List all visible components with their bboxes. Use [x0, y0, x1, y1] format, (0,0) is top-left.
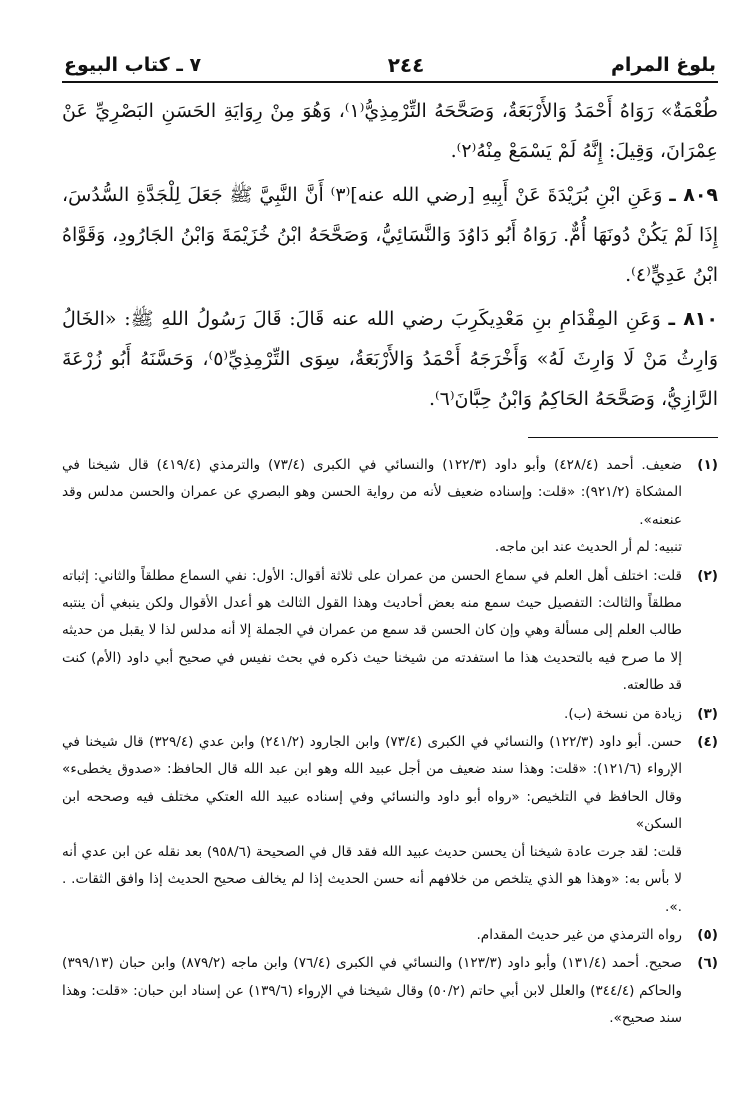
footnote-text: ضعيف. أحمد (٤٢٨/٤) وأبو داود (١٢٢/٣) والنسائي في الكبرى (٧٣/٤) والترمذي (٤١٩/٤) قال شيخنا في المشكاة (٩٢١/٢): «قلت: وإسناده ضعيف لأنه من رواية الحسن وهو البصري عن عمران والحسن مدلس وقد عنعنه». [62, 457, 683, 528]
book-title: بلوغ المرام [610, 54, 716, 76]
footnote-label: (٥) [697, 926, 718, 943]
book-page [62, 52, 718, 1033]
footnote-text: حسن. أبو داود (١٢٢/٣) والنسائي في الكبرى (٧٣/٤) وابن الجارود (٢٤١/٢) وابن عدي (٣٢٩/٤) قال شيخنا في الإرواء (١٢١/٦): «قلت: وهذا سند ضعيف من أجل عبيد الله وهو ابن عبد الله قال الحافظ: «صدوق يخطىء» وقال الحافظ في التلخيص: «رواه أبو داود والنسائي وفي إسناده عبيد الله العتكي مختلف فيه وصححه ابن السكن» [62, 734, 683, 833]
footnote-label: (٢) [697, 567, 718, 584]
footnote-6 [62, 950, 718, 1032]
hadith-810-number: ٨١٠ ـ [668, 308, 718, 330]
paragraph-continuation: طُعْمَةٌ» رَوَاهُ أَحْمَدُ وَالأَرْبَعَةُ، وَصَحَّحَهُ التِّرْمِذِيُّ⁽١⁾، وَهُوَ مِنْ رِوَايَةِ الحَسَنِ البَصْرِيِّ عَنْ عِمْرَانَ، وَقِيلَ: إِنَّهُ لَمْ يَسْمَعْ مِنْهُ⁽٢⁾. [62, 100, 718, 162]
footnote-text: زيادة من نسخة (ب). [564, 705, 682, 722]
footnote-label: (٤) [697, 734, 718, 751]
footnote-5 [62, 922, 718, 949]
footnote-text: صحيح. أحمد (١٣١/٤) وأبو داود (١٢٣/٣) والنسائي في الكبرى (٧٦/٤) وابن ماجه (٨٧٩/٢) وابن حبان (٣٩٩/١٣) والحاكم (٣٤٤/٤) والعلل لابن أبي حاتم (٥٠/٢) وقال شيخنا في الإرواء (١٣٩/٦) عن إسناد ابن حبان: «قلت: وهذا سند صحيح». [62, 955, 682, 1027]
footnote-text: تنبيه: لم أر الحديث عند ابن ماجه. [494, 539, 682, 556]
main-text [62, 91, 718, 419]
footnote-3 [62, 701, 718, 728]
hadith-810 [62, 299, 718, 419]
footnote-1 [62, 452, 718, 562]
footnote-label: (٦) [697, 955, 718, 972]
running-header [62, 52, 718, 83]
hadith-809 [62, 175, 718, 295]
footnote-text: قلت: اختلف أهل العلم في سماع الحسن من عمران على ثلاثة أقوال: الأول: نفي السماع مطلقاً والثاني: إثباته مطلقاً والثالث: التفصيل حيث سمع منه بعض أحاديث وهذا القول الثالث هو أعدل الأقوال ولكن ينبغي أن ينتبه طالب العلم إلى مسألة وهي وإن كان الحسن قد سمع من عمران في الجملة إلا أنه مدلس لذا لا يقبل من حديثه إلا ما صرح فيه بالتحديث هذا ما استفدته من شيخنا حيث ذكره في بحث نفيس في صحيح أبي داود (الأم) كنت قد طالعته. [62, 567, 682, 694]
footnote-2 [62, 563, 718, 700]
footnote-text: رواه الترمذي من غير حديث المقدام. [476, 926, 682, 943]
chapter-title: ٧ ـ كتاب البيوع [64, 54, 202, 76]
footnote-label: (٣) [697, 705, 718, 722]
hadith-810-text: وَعَنِ المِقْدَامِ بنِ مَعْدِيكَرِبَ رضي الله عنه قَالَ: قَالَ رَسُولُ اللهِ ﷺ: «الخَالُ وَارِثُ مَنْ لَا وَارِثَ لَهُ» وَأَخْرَجَهُ أَحْمَدُ وَالأَرْبَعَةُ، سِوَى التِّرْمِذِيِّ⁽٥⁾، وَحَسَّنَهُ أَبُو زُرْعَةَ الرَّازِيُّ، وَصَحَّحَهُ الحَاكِمُ وَابْنُ حِبَّانَ⁽٦⁾. [62, 308, 718, 410]
footnotes [62, 452, 718, 1033]
hadith-809-text: وَعَنِ ابْنِ بُرَيْدَةَ عَنْ أَبِيهِ [رضي الله عنه]⁽٣⁾ أَنَّ النَّبِيَّ ﷺ جَعَلَ لِلْجَدَّةِ السُّدُسَ، إِذَا لَمْ يَكُنْ دُونَهَا أُمٌّ. رَوَاهُ أَبُو دَاوُدَ وَالنَّسَائِيُّ، وَصَحَّحَهُ ابْنُ خُزَيْمَةَ وَابْنُ الجَارُودِ، وَقَوَّاهُ ابْنُ عَدِيٍّ⁽٤⁾. [62, 184, 718, 286]
footnote-text: قلت: لقد جرت عادة شيخنا أن يحسن حديث عبيد الله فقد قال في الصحيحة (٩٥٨/٦) بعد نقله عن ابن عدي أنه لا بأس به: «وهذا هو الذي يتلخص من خلافهم أنه حسن الحديث إذا لم يخالف صحيح الحديث إذا وافق الثقات. . .». [62, 843, 682, 915]
footnote-4 [62, 729, 718, 921]
hadith-809-number: ٨٠٩ ـ [669, 184, 719, 206]
page-number: ٢٤٤ [387, 53, 425, 77]
footnote-label: (١) [697, 457, 718, 473]
footnote-divider [528, 437, 718, 438]
